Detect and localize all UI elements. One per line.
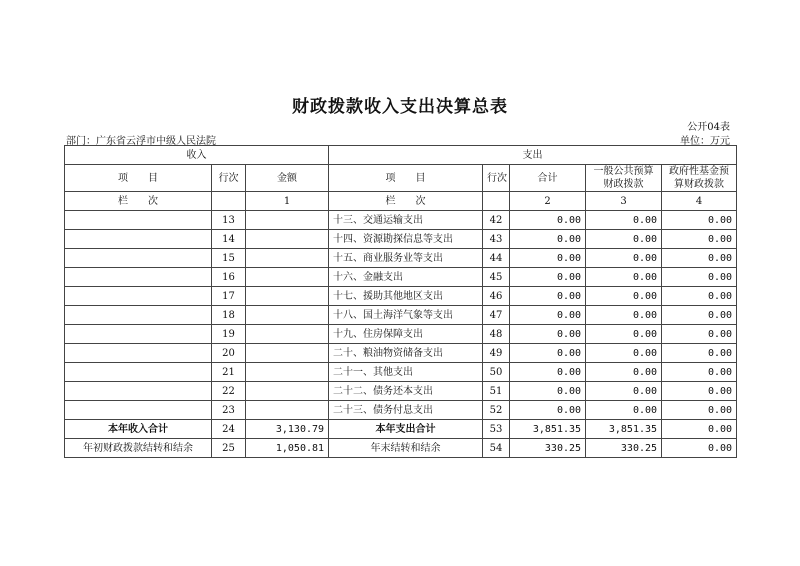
general-budget-cell: 0.00: [586, 211, 662, 230]
income-amount-cell: [246, 401, 329, 420]
table-row: [65, 249, 737, 268]
expense-item-cell: 十四、资源勘探信息等支出: [329, 230, 483, 249]
expense-item-cell: 十八、国土海洋气象等支出: [329, 306, 483, 325]
income-amount-cell: [246, 344, 329, 363]
total-cell: 0.00: [510, 268, 586, 287]
income-rowno-cell: 21: [212, 363, 246, 382]
income-amount-header: 金额: [246, 165, 329, 192]
table-row: [65, 306, 737, 325]
expense-item-cell: 十九、住房保障支出: [329, 325, 483, 344]
general-budget-header: 一般公共预算财政拨款: [586, 165, 662, 192]
expense-rowno-cell: 43: [483, 230, 510, 249]
general-budget-cell: 0.00: [586, 249, 662, 268]
fund-budget-cell: 0.00: [662, 363, 737, 382]
income-rowno-cell: 25: [212, 439, 246, 458]
income-amount-cell: 3,130.79: [246, 420, 329, 439]
income-amount-cell: [246, 306, 329, 325]
expense-rowno-cell: 47: [483, 306, 510, 325]
table-row: [65, 287, 737, 306]
income-rowno-cell: 22: [212, 382, 246, 401]
income-item-header: 项 目: [65, 165, 212, 192]
income-item-cell: [65, 249, 212, 268]
total-cell: 0.00: [510, 211, 586, 230]
fund-budget-header: 政府性基金预算财政拨款: [662, 165, 737, 192]
table-row: [65, 439, 737, 458]
total-cell: 0.00: [510, 287, 586, 306]
income-amount-cell: [246, 325, 329, 344]
general-budget-cell: 3,851.35: [586, 420, 662, 439]
income-rowno-cell: 14: [212, 230, 246, 249]
col-label-blank-2: [483, 192, 510, 211]
department-label: 部门：广东省云浮市中级人民法院: [66, 136, 216, 147]
income-item-cell: 本年收入合计: [65, 420, 212, 439]
fund-budget-cell: 0.00: [662, 439, 737, 458]
total-cell: 3,851.35: [510, 420, 586, 439]
income-item-cell: [65, 344, 212, 363]
general-budget-cell: 0.00: [586, 382, 662, 401]
fund-budget-cell: 0.00: [662, 401, 737, 420]
income-item-cell: [65, 287, 212, 306]
income-item-cell: [65, 306, 212, 325]
total-cell: 0.00: [510, 230, 586, 249]
table-row: [65, 211, 737, 230]
expense-header: 支出: [329, 146, 737, 165]
table-row: [65, 401, 737, 420]
header-row-col-numbers: [65, 192, 737, 211]
expense-rowno-cell: 48: [483, 325, 510, 344]
income-rowno-cell: 15: [212, 249, 246, 268]
income-item-cell: [65, 401, 212, 420]
general-budget-cell: 0.00: [586, 401, 662, 420]
income-rowno-cell: 16: [212, 268, 246, 287]
fund-budget-cell: 0.00: [662, 420, 737, 439]
form-number: 公开04表: [687, 122, 730, 133]
expense-item-cell: 年末结转和结余: [329, 439, 483, 458]
expense-item-cell: 十七、援助其他地区支出: [329, 287, 483, 306]
general-budget-cell: 0.00: [586, 325, 662, 344]
table-row: [65, 268, 737, 287]
expense-item-cell: 二十二、债务还本支出: [329, 382, 483, 401]
expense-rowno-cell: 44: [483, 249, 510, 268]
total-header: 合计: [510, 165, 586, 192]
income-rowno-cell: 24: [212, 420, 246, 439]
income-rowno-cell: 20: [212, 344, 246, 363]
table-row: [65, 325, 737, 344]
income-item-cell: [65, 363, 212, 382]
expense-rowno-cell: 46: [483, 287, 510, 306]
col-number-1: 1: [246, 192, 329, 211]
expense-item-cell: 二十、粮油物资储备支出: [329, 344, 483, 363]
income-rowno-cell: 18: [212, 306, 246, 325]
fund-budget-cell: 0.00: [662, 382, 737, 401]
expense-rowno-cell: 45: [483, 268, 510, 287]
total-cell: 0.00: [510, 249, 586, 268]
expense-rowno-header: 行次: [483, 165, 510, 192]
income-amount-cell: [246, 287, 329, 306]
fund-budget-cell: 0.00: [662, 268, 737, 287]
header-row-columns: [65, 165, 737, 192]
general-budget-cell: 0.00: [586, 230, 662, 249]
expense-item-cell: 十六、金融支出: [329, 268, 483, 287]
col-number-2: 2: [510, 192, 586, 211]
income-item-cell: [65, 325, 212, 344]
expense-rowno-cell: 50: [483, 363, 510, 382]
fund-budget-cell: 0.00: [662, 287, 737, 306]
total-cell: 0.00: [510, 306, 586, 325]
general-budget-cell: 0.00: [586, 306, 662, 325]
table-row: [65, 363, 737, 382]
col-label-expense: 栏 次: [329, 192, 483, 211]
fund-budget-cell: 0.00: [662, 344, 737, 363]
income-item-cell: [65, 230, 212, 249]
income-amount-cell: 1,050.81: [246, 439, 329, 458]
fund-budget-cell: 0.00: [662, 325, 737, 344]
expense-item-cell: 十三、交通运输支出: [329, 211, 483, 230]
expense-rowno-cell: 49: [483, 344, 510, 363]
income-header: 收入: [65, 146, 329, 165]
fund-budget-cell: 0.00: [662, 230, 737, 249]
income-item-cell: 年初财政拨款结转和结余: [65, 439, 212, 458]
fund-budget-cell: 0.00: [662, 211, 737, 230]
income-rowno-cell: 23: [212, 401, 246, 420]
budget-table: [64, 145, 737, 458]
col-label-blank-1: [212, 192, 246, 211]
income-amount-cell: [246, 382, 329, 401]
expense-rowno-cell: 42: [483, 211, 510, 230]
income-amount-cell: [246, 363, 329, 382]
income-item-cell: [65, 382, 212, 401]
total-cell: 0.00: [510, 382, 586, 401]
expense-item-header: 项 目: [329, 165, 483, 192]
expense-item-cell: 本年支出合计: [329, 420, 483, 439]
table-row: [65, 382, 737, 401]
table-row: [65, 344, 737, 363]
income-rowno-header: 行次: [212, 165, 246, 192]
income-amount-cell: [246, 268, 329, 287]
income-item-cell: [65, 268, 212, 287]
income-amount-cell: [246, 211, 329, 230]
income-item-cell: [65, 211, 212, 230]
expense-rowno-cell: 51: [483, 382, 510, 401]
fund-budget-cell: 0.00: [662, 306, 737, 325]
income-rowno-cell: 13: [212, 211, 246, 230]
general-budget-cell: 0.00: [586, 268, 662, 287]
income-rowno-cell: 19: [212, 325, 246, 344]
total-cell: 0.00: [510, 401, 586, 420]
total-cell: 330.25: [510, 439, 586, 458]
page-title: 财政拨款收入支出决算总表: [292, 97, 508, 117]
header-row-sections: [65, 146, 737, 165]
col-number-3: 3: [586, 192, 662, 211]
general-budget-cell: 330.25: [586, 439, 662, 458]
total-cell: 0.00: [510, 344, 586, 363]
table-row: [65, 420, 737, 439]
total-cell: 0.00: [510, 363, 586, 382]
col-label-income: 栏 次: [65, 192, 212, 211]
table-row: [65, 230, 737, 249]
general-budget-cell: 0.00: [586, 287, 662, 306]
income-amount-cell: [246, 230, 329, 249]
total-cell: 0.00: [510, 325, 586, 344]
expense-rowno-cell: 54: [483, 439, 510, 458]
general-budget-cell: 0.00: [586, 344, 662, 363]
expense-item-cell: 十五、商业服务业等支出: [329, 249, 483, 268]
expense-rowno-cell: 53: [483, 420, 510, 439]
income-rowno-cell: 17: [212, 287, 246, 306]
expense-item-cell: 二十三、债务付息支出: [329, 401, 483, 420]
fund-budget-cell: 0.00: [662, 249, 737, 268]
expense-rowno-cell: 52: [483, 401, 510, 420]
col-number-4: 4: [662, 192, 737, 211]
general-budget-cell: 0.00: [586, 363, 662, 382]
income-amount-cell: [246, 249, 329, 268]
unit-label: 单位：万元: [680, 136, 730, 147]
expense-item-cell: 二十一、其他支出: [329, 363, 483, 382]
